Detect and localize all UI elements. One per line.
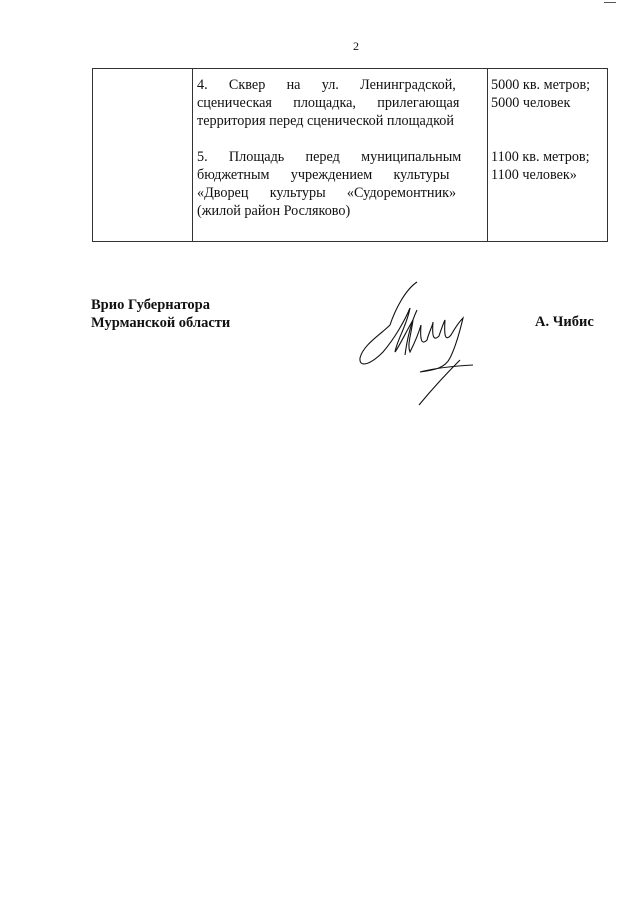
signatory-position (91, 296, 230, 332)
scan-mark (604, 2, 616, 3)
row-5-line: «Дворец культуры «Судоремонтник» (197, 185, 457, 201)
table-row (93, 69, 608, 242)
objects-table (92, 68, 608, 242)
handwritten-signature (355, 280, 505, 410)
value-cell (488, 69, 608, 242)
row-4-value: 5000 кв. метров; (491, 77, 591, 93)
row-5-line: бюджетным учреждением культуры (197, 167, 450, 183)
page-number: 2 (353, 39, 359, 53)
position-line: Врио Губернатора (91, 297, 210, 313)
signatory-name: А. Чибис (535, 314, 594, 330)
row-5-line: 5. Площадь перед муниципальным (197, 149, 462, 165)
row-4-line: сценическая площадка, прилегающая (197, 95, 460, 111)
row-5-value: 1100 человек» (491, 167, 577, 183)
row-4-line: 4. Сквер на ул. Ленинградской, (197, 77, 456, 93)
row-5-value: 1100 кв. метров; (491, 149, 590, 165)
position-line: Мурманской области (91, 315, 231, 331)
row-5-line: (жилой район Росляково) (197, 203, 351, 219)
description-cell (193, 69, 488, 242)
empty-cell (93, 69, 193, 242)
row-4-value: 5000 человек (491, 95, 571, 111)
row-4-line: территория перед сценической площадкой (197, 113, 454, 129)
